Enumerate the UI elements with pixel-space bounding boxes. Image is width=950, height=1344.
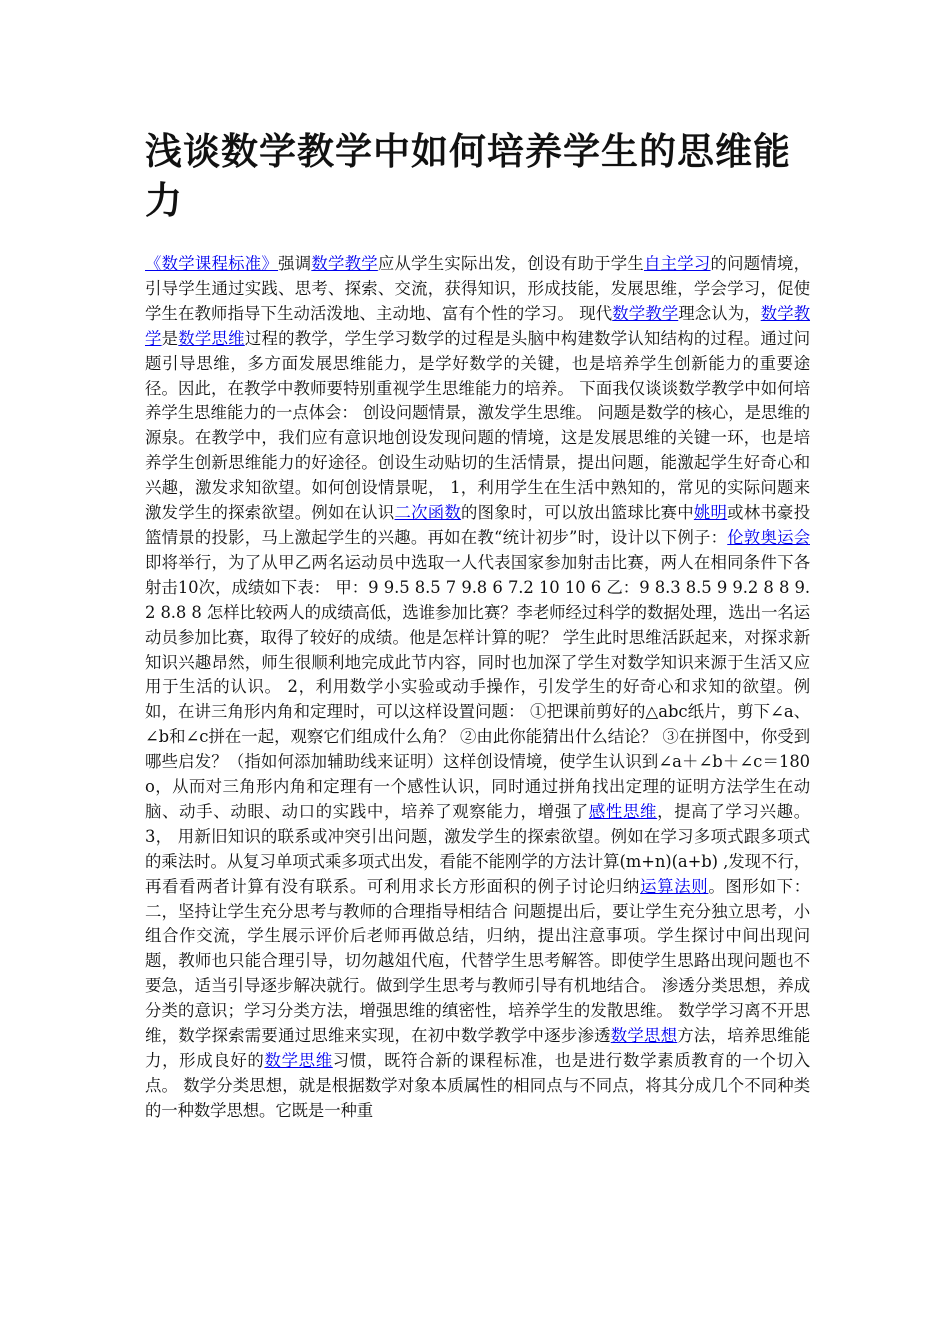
text-run: 应从学生实际出发，创设有助于学生: [377, 254, 644, 273]
text-run: 的图象时，可以放出篮球比赛中: [461, 503, 694, 523]
inline-link[interactable]: 数学教学: [145, 303, 811, 348]
text-run: 方法，培养思维能力，形成良好的: [145, 1026, 811, 1070]
inline-link[interactable]: 数学思维: [264, 1051, 333, 1070]
text-run: 过程的教学，学生学习数学的过程是头脑中构建数学认知结构的过程。通过问题引导思维，多方面发展思维能力，是学好数学的关键，也是培养学生创新能力的重要途径。因此，在教学中教师要特别重视学生思维能力的培养。 下面我仅谈谈数学教学中如何培养学生思维能力的一点体会： 创设问题情景，激发学生思维。 问题是数学的核心，是思维的源泉。在教学中，我们应有意识地创设发现问题的情境，这是发展思维的关键一环，也是培养学生创新思维能力的好途径。创设生动贴切的生活情景，提出问题，能激起学生好奇心和兴趣，激发求知欲望。如何创设情景呢， 1，利用学生在生活中熟知的，常见的实际问题来激发学生的探索欲望。例如在认识: [145, 328, 810, 523]
inline-link[interactable]: 二次函数: [394, 503, 462, 523]
text-run: 习惯，既符合新的课程标准，也是进行数学素质教育的一个切入点。 数学分类思想，就是根据数学对象本质属性的相同点与不同点，将其分成几个不同种类的一种数学思想。它既是一种重: [145, 1051, 810, 1120]
inline-link[interactable]: 感性思维: [588, 801, 658, 821]
text-run: 强调: [278, 254, 312, 273]
document-page: [145, 0, 810, 1124]
inline-link[interactable]: 数学思想: [610, 1026, 678, 1046]
text-run: 的问题情境，引导学生通过实践、思考、探索、交流，获得知识，形成技能，发展思维，学会学习，促使学生在教师指导下生动活泼地、主动地、富有个性的学习。 现代: [145, 254, 810, 323]
inline-link[interactable]: 伦敦奥运会: [727, 527, 810, 547]
text-run: 是: [161, 328, 179, 348]
article-body: [145, 252, 810, 1124]
page-title: 浅谈数学教学中如何培养学生的思维能力: [145, 130, 791, 222]
text-run: 或林书豪投篮情景的投影，马上激起学生的兴趣。再如在教“统计初步”时，设计以下例子：: [145, 503, 810, 547]
text-run: 理念认为，: [678, 303, 761, 323]
inline-link[interactable]: 数学思维: [178, 328, 245, 348]
text-run: 即将举行，为了从甲乙两名运动员中选取一人代表国家参加射击比赛，两人在相同条件下各射击10次，成绩如下表： 甲：9 9.5 8.5 7 9.8 6 7.2 10 10 6 乙：9 8.3 8.5 9 9.2 8 8 9.2 8.8 8 怎样比较两人的成绩高低，选谁参加比赛？李老师经过科学的数据处理，选出一名运动员参加比赛，取得了较好的成绩。他是怎样计算的呢？ 学生此时思维活跃起来，对探求新知识兴趣昂然，师生很顺利地完成此节内容，同时也加深了学生对数学知识来源于生活又应用于生活的认识。 2，利用数学小实验或动手操作，引发学生的好奇心和求知的欲望。例如，在讲三角形内角和定理时，可以这样设置问题： ①把课前剪好的△abc纸片，剪下∠a、∠b和∠c拼在一起，观察它们组成什么角？ ②由此你能猜出什么结论？ ③在拼图中，你受到哪些启发？（指如何添加辅助线来证明）这样创设情境，使学生认识到∠a＋∠b＋∠c＝180o，从而对三角形内角和定理有一个感性认识，同时通过拼角找出定理的证明方法学生在动脑、动手、动眼、动口的实践中，培养了观察能力，增强了: [145, 552, 810, 821]
inline-link[interactable]: 数学教学: [612, 303, 679, 323]
inline-link[interactable]: 自主学习: [643, 254, 711, 273]
text-run: ，提高了学习兴趣。 3， 用新旧知识的联系或冲突引出问题，激发学生的探索欲望。例如在学习多项式跟多项式的乘法时。从复习单项式乘多项式出发，看能不能刚学的方法计算(m+n)(a+b) ,发现不行，再看看两者计算有没有联系。可利用求长方形面积的例子讨论归纳: [145, 801, 810, 896]
text-run: 。图形如下： 二，坚持让学生充分思考与教师的合理指导相结合 问题提出后，要让学生充分独立思考，小组合作交流，学生展示评价后老师再做总结，归纳，提出注意事项。学生探讨中间出现问题，教师也只能合理引导，切勿越俎代庖，代替学生思考解答。即使学生思路出现问题也不要急，适当引导逐步解决就行。做到学生思考与教师引导有机地结合。 渗透分类思想，养成分类的意识；学习分类方法，增强思维的缜密性，培养学生的发散思维。 数学学习离不开思维，数学探索需要通过思维来实现，在初中数学教学中逐步渗透: [145, 876, 811, 1046]
inline-link[interactable]: 《数学课程标准》: [145, 254, 279, 273]
inline-link[interactable]: 运算法则: [640, 876, 709, 896]
inline-link[interactable]: 数学教学: [311, 254, 378, 273]
inline-link[interactable]: 姚明: [693, 503, 728, 523]
